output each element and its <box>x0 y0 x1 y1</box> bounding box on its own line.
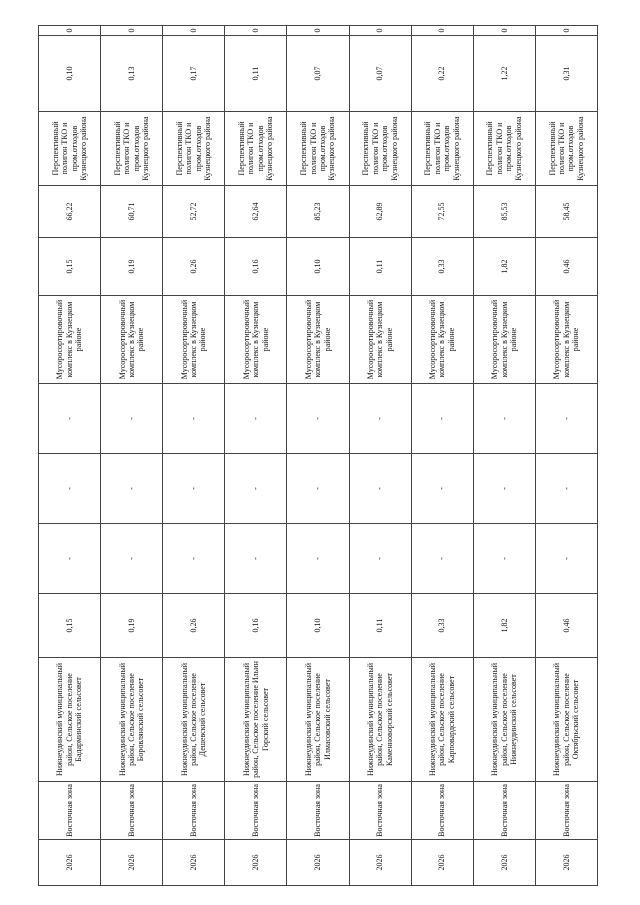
disposal-volume-cell: 1,22 <box>473 36 535 112</box>
zone-cell: Восточная зона <box>163 782 225 840</box>
last-cell: 0 <box>39 26 101 36</box>
empty-cell: - <box>287 454 349 524</box>
percent-cell: 62,89 <box>349 186 411 238</box>
disposal-volume-cell: 0,07 <box>287 36 349 112</box>
last-cell: 0 <box>287 26 349 36</box>
empty-cell: - <box>101 454 163 524</box>
sorting-volume-cell: 0,19 <box>101 238 163 296</box>
disposal-volume-cell: 0,17 <box>163 36 225 112</box>
year-cell: 2026 <box>287 840 349 886</box>
table-row <box>411 26 473 886</box>
zone-cell: Восточная зона <box>473 782 535 840</box>
landfill-cell: Перспективный полигон ТКО и пром.отходов Кузнецкого района <box>473 112 535 186</box>
last-cell: 0 <box>101 26 163 36</box>
municipality-cell: Нижнеудинский муниципальный район, Сельское поселение Ильин Горский сельсовет <box>225 658 287 782</box>
municipality-cell: Нижнеудинский муниципальный район, Сельское поселение Карповардский сельсовет <box>411 658 473 782</box>
landfill-cell: Перспективный полигон ТКО и пром.отходов Кузнецкого района <box>163 112 225 186</box>
empty-cell: - <box>163 524 225 594</box>
waste-volume-cell: 0,19 <box>101 594 163 658</box>
disposal-volume-cell: 0,31 <box>535 36 597 112</box>
waste-volume-cell: 0,15 <box>39 594 101 658</box>
landfill-cell: Перспективный полигон ТКО и пром.отходов Кузнецкого района <box>411 112 473 186</box>
facility-cell: Мусоросортировочный комплекс в Кузнецком районе <box>535 296 597 384</box>
percent-cell: 58,45 <box>535 186 597 238</box>
year-cell: 2026 <box>535 840 597 886</box>
disposal-volume-cell: 0,13 <box>101 36 163 112</box>
empty-cell: - <box>225 384 287 454</box>
sorting-volume-cell: 0,26 <box>163 238 225 296</box>
empty-cell: - <box>535 454 597 524</box>
zone-cell: Восточная зона <box>225 782 287 840</box>
empty-cell: - <box>411 524 473 594</box>
landfill-cell: Перспективный полигон ТКО и пром.отходов Кузнецкого района <box>287 112 349 186</box>
percent-cell: 85,23 <box>287 186 349 238</box>
municipality-cell: Нижнеудинский муниципальный район, Сельское поселение Каменноворский сельсовет <box>349 658 411 782</box>
percent-cell: 62,64 <box>225 186 287 238</box>
waste-volume-cell: 1,82 <box>473 594 535 658</box>
year-cell: 2026 <box>411 840 473 886</box>
waste-volume-cell: 0,26 <box>163 594 225 658</box>
sorting-volume-cell: 0,46 <box>535 238 597 296</box>
table-row <box>225 26 287 886</box>
sorting-volume-cell: 0,10 <box>287 238 349 296</box>
landfill-cell: Перспективный полигон ТКО и пром.отходов Кузнецкого района <box>101 112 163 186</box>
landfill-cell: Перспективный полигон ТКО и пром.отходов Кузнецкого района <box>39 112 101 186</box>
waste-flow-table <box>38 25 598 886</box>
table-row <box>535 26 597 886</box>
table-row <box>163 26 225 886</box>
last-cell: 0 <box>411 26 473 36</box>
last-cell: 0 <box>225 26 287 36</box>
municipality-cell: Нижнеудинский муниципальный район, Сельское поселение Октябрьский сельсовет <box>535 658 597 782</box>
empty-cell: - <box>349 454 411 524</box>
percent-cell: 52,72 <box>163 186 225 238</box>
municipality-cell: Нижнеудинский муниципальный район, Сельское поселение Боровлянский сельсовет <box>101 658 163 782</box>
empty-cell: - <box>411 454 473 524</box>
waste-volume-cell: 0,11 <box>349 594 411 658</box>
empty-cell: - <box>225 454 287 524</box>
disposal-volume-cell: 0,10 <box>39 36 101 112</box>
waste-volume-cell: 0,16 <box>225 594 287 658</box>
municipality-cell: Нижнеудинский муниципальный район, Сельское поселение Илмасовский сельсовет <box>287 658 349 782</box>
table-row <box>287 26 349 886</box>
empty-cell: - <box>163 384 225 454</box>
municipality-cell: Нижнеудинский муниципальный район, Сельское поселение Нижнеудинский сельсовет <box>473 658 535 782</box>
waste-volume-cell: 0,46 <box>535 594 597 658</box>
empty-cell: - <box>535 524 597 594</box>
table-row <box>101 26 163 886</box>
empty-cell: - <box>101 524 163 594</box>
disposal-volume-cell: 0,22 <box>411 36 473 112</box>
year-cell: 2026 <box>473 840 535 886</box>
disposal-volume-cell: 0,11 <box>225 36 287 112</box>
table-row <box>473 26 535 886</box>
municipality-cell: Нижнеудинский муниципальный район, Сельское поселение Дешевский сельсовет <box>163 658 225 782</box>
facility-cell: Мусоросортировочный комплекс в Кузнецком районе <box>39 296 101 384</box>
empty-cell: - <box>287 384 349 454</box>
waste-volume-cell: 0,33 <box>411 594 473 658</box>
last-cell: 0 <box>163 26 225 36</box>
year-cell: 2026 <box>225 840 287 886</box>
disposal-volume-cell: 0,07 <box>349 36 411 112</box>
sorting-volume-cell: 0,33 <box>411 238 473 296</box>
municipality-cell: Нижнеудинский муниципальный район, Сельское поселение Бадарминский сельсовет <box>39 658 101 782</box>
sorting-volume-cell: 1,82 <box>473 238 535 296</box>
facility-cell: Мусоросортировочный комплекс в Кузнецком районе <box>349 296 411 384</box>
empty-cell: - <box>535 384 597 454</box>
year-cell: 2026 <box>163 840 225 886</box>
facility-cell: Мусоросортировочный комплекс в Кузнецком районе <box>473 296 535 384</box>
table-row <box>39 26 101 886</box>
table-row <box>349 26 411 886</box>
zone-cell: Восточная зона <box>287 782 349 840</box>
zone-cell: Восточная зона <box>535 782 597 840</box>
landfill-cell: Перспективный полигон ТКО и пром.отходов Кузнецкого района <box>225 112 287 186</box>
last-cell: 0 <box>349 26 411 36</box>
facility-cell: Мусоросортировочный комплекс в Кузнецком районе <box>101 296 163 384</box>
empty-cell: - <box>163 454 225 524</box>
sorting-volume-cell: 0,16 <box>225 238 287 296</box>
rotated-table-wrapper <box>38 26 598 886</box>
empty-cell: - <box>225 524 287 594</box>
zone-cell: Восточная зона <box>101 782 163 840</box>
year-cell: 2026 <box>349 840 411 886</box>
empty-cell: - <box>473 384 535 454</box>
percent-cell: 66,22 <box>39 186 101 238</box>
empty-cell: - <box>39 384 101 454</box>
waste-volume-cell: 0,10 <box>287 594 349 658</box>
facility-cell: Мусоросортировочный комплекс в Кузнецком районе <box>411 296 473 384</box>
year-cell: 2026 <box>39 840 101 886</box>
percent-cell: 85,53 <box>473 186 535 238</box>
facility-cell: Мусоросортировочный комплекс в Кузнецком районе <box>287 296 349 384</box>
sorting-volume-cell: 0,15 <box>39 238 101 296</box>
empty-cell: - <box>39 454 101 524</box>
empty-cell: - <box>349 384 411 454</box>
landfill-cell: Перспективный полигон ТКО и пром.отходов Кузнецкого района <box>535 112 597 186</box>
zone-cell: Восточная зона <box>39 782 101 840</box>
empty-cell: - <box>473 454 535 524</box>
zone-cell: Восточная зона <box>349 782 411 840</box>
empty-cell: - <box>287 524 349 594</box>
year-cell: 2026 <box>101 840 163 886</box>
empty-cell: - <box>349 524 411 594</box>
percent-cell: 60,71 <box>101 186 163 238</box>
landfill-cell: Перспективный полигон ТКО и пром.отходов Кузнецкого района <box>349 112 411 186</box>
last-cell: 0 <box>535 26 597 36</box>
empty-cell: - <box>39 524 101 594</box>
empty-cell: - <box>473 524 535 594</box>
percent-cell: 72,55 <box>411 186 473 238</box>
empty-cell: - <box>101 384 163 454</box>
last-cell: 0 <box>473 26 535 36</box>
facility-cell: Мусоросортировочный комплекс в Кузнецком районе <box>225 296 287 384</box>
empty-cell: - <box>411 384 473 454</box>
facility-cell: Мусоросортировочный комплекс в Кузнецком районе <box>163 296 225 384</box>
zone-cell: Восточная зона <box>411 782 473 840</box>
sorting-volume-cell: 0,11 <box>349 238 411 296</box>
